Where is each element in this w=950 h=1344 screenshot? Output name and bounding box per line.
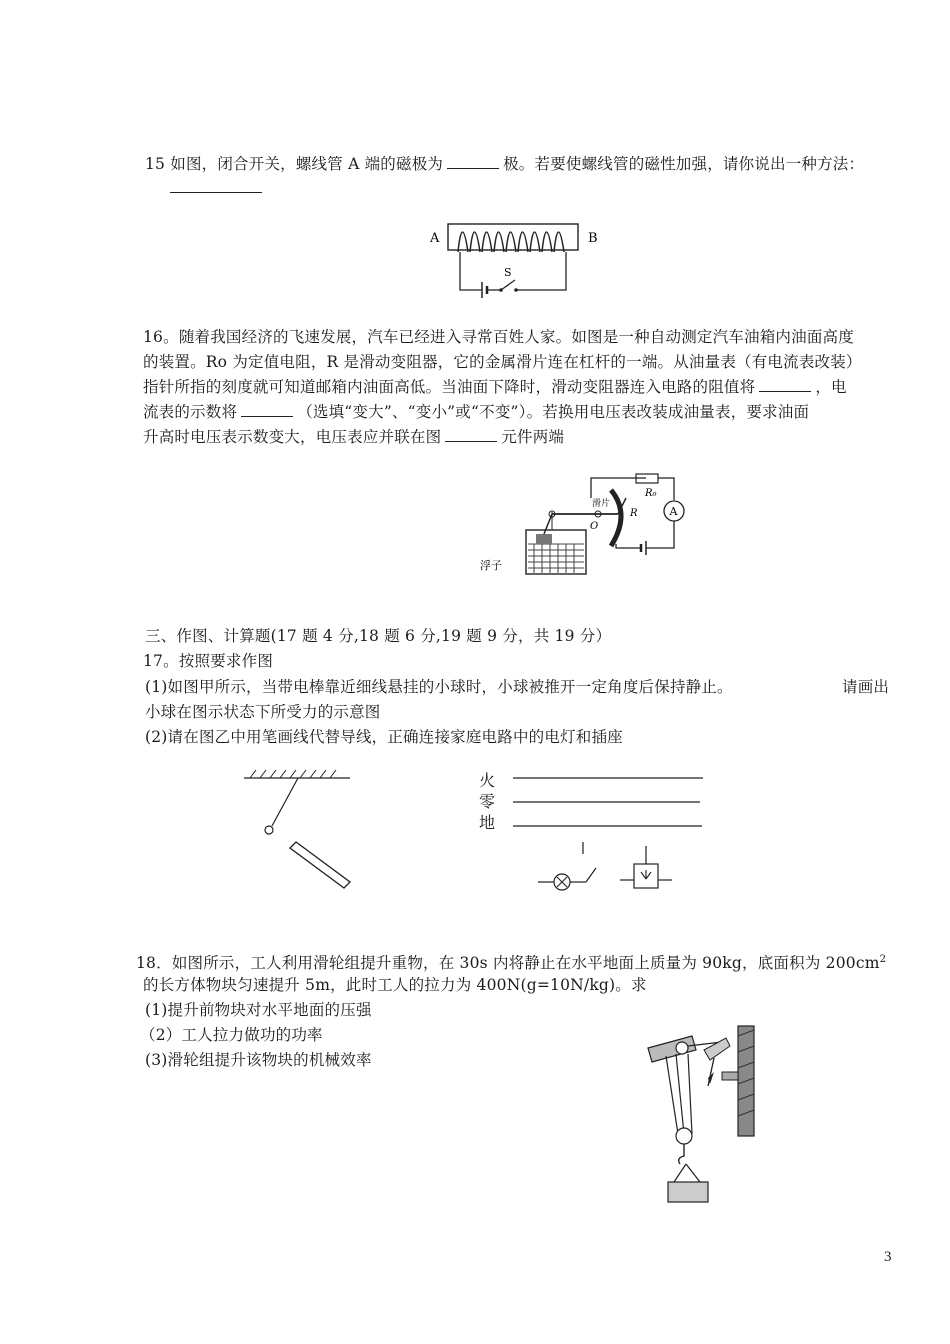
switch-label-s: S — [504, 266, 512, 279]
switch-icon — [586, 868, 596, 882]
block-icon — [668, 1182, 708, 1202]
solenoid-figure — [420, 212, 620, 302]
pivot-label-o: O — [590, 521, 599, 532]
q17-item2: (2)请在图乙中用笔画线代替导线，正确连接家庭电路中的电灯和插座 — [145, 728, 623, 746]
q18-line2: 的长方体物块匀速提升 5m，此时工人的拉力为 400N(g=10N/kg)。求 — [143, 976, 647, 994]
section3-title: 三、作图、计算题(17 题 4 分,18 题 6 分,19 题 9 分，共 19 分） — [145, 627, 612, 645]
q18-line1 — [136, 950, 886, 973]
pulley-figure — [630, 1016, 770, 1216]
q16-line4 — [143, 402, 809, 422]
q15-text — [145, 154, 864, 174]
q17-item1b: 请画出 — [842, 678, 890, 696]
q16-line4a: 流表的示数将 — [143, 403, 238, 421]
r0-label: R₀ — [645, 488, 657, 499]
pendulum-figure — [240, 770, 360, 895]
solenoid-label-b: B — [588, 231, 598, 246]
q15-answer-blank[interactable] — [170, 192, 262, 193]
q18-line1a: 18．如图所示，工人利用滑轮组提升重物，在 30s 内将静止在水平地面上质量为 90kg，底面积为 200cm — [136, 954, 880, 973]
q16-blank-current[interactable] — [241, 402, 293, 417]
wire-label-neutral: 零 — [479, 792, 496, 811]
q15-line1-tail: 极。若要使螺线管的磁性加强，请你说出一种方法： — [503, 155, 865, 173]
r-label: R — [630, 508, 638, 519]
q17-item1a: (1)如图甲所示，当带电棒靠近细线悬挂的小球时，小球被推开一定角度后保持静止。 — [145, 678, 733, 696]
q16-line3a: 指针所指的刻度就可知道邮箱内油面高低。当油面下降时，滑动变阻器连入电路的阻值将 — [143, 378, 756, 396]
q16-blank-resistance[interactable] — [759, 377, 811, 392]
q17-item1c: 小球在图示状态下所受力的示意图 — [145, 703, 381, 721]
slider-label: 滑片 — [592, 499, 611, 509]
wire-label-ground: 地 — [479, 813, 496, 832]
q18-superscript: 2 — [879, 954, 887, 965]
q16-line5 — [143, 427, 564, 447]
q16-blank-element[interactable] — [445, 427, 497, 442]
household-circuit-figure — [508, 772, 708, 892]
q15-line1: 15 如图，闭合开关，螺线管 A 端的磁极为 — [145, 155, 444, 173]
ammeter-label: A — [669, 505, 678, 518]
q18-item3: (3)滑轮组提升该物块的机械效率 — [145, 1051, 372, 1069]
q16-line4b: （选填“变大”、“变小”或“不变”）。若换用电压表改装成油量表，要求油面 — [297, 403, 810, 421]
q16-line1: 16。随着我国经济的飞速发展，汽车已经进入寻常百姓人家。如图是一种自动测定汽车油箱内油面高度 — [143, 328, 854, 346]
solenoid-label-a: A — [430, 231, 440, 246]
q16-line5a: 升高时电压表示数变大，电压表应并联在图 — [143, 428, 442, 446]
q16-line3b: ，电 — [815, 378, 847, 396]
q17-title: 17。按照要求作图 — [143, 652, 274, 670]
q18-item1: (1)提升前物块对水平地面的压强 — [145, 1001, 372, 1019]
q16-line3 — [143, 377, 847, 397]
oil-gauge-figure — [480, 468, 706, 598]
page-number: 3 — [884, 1249, 892, 1265]
q15-blank-1[interactable] — [447, 154, 499, 169]
wire-label-live: 火 — [479, 771, 496, 790]
q18-item2: （2）工人拉力做功的功率 — [140, 1026, 323, 1044]
float-label: 浮子 — [480, 559, 502, 572]
q16-line2: 的装置。Ro 为定值电阻，R 是滑动变阻器，它的金属滑片连在杠杆的一端。从油量表（有电流表改装） — [143, 353, 862, 371]
q16-line5b: 元件两端 — [501, 428, 565, 446]
